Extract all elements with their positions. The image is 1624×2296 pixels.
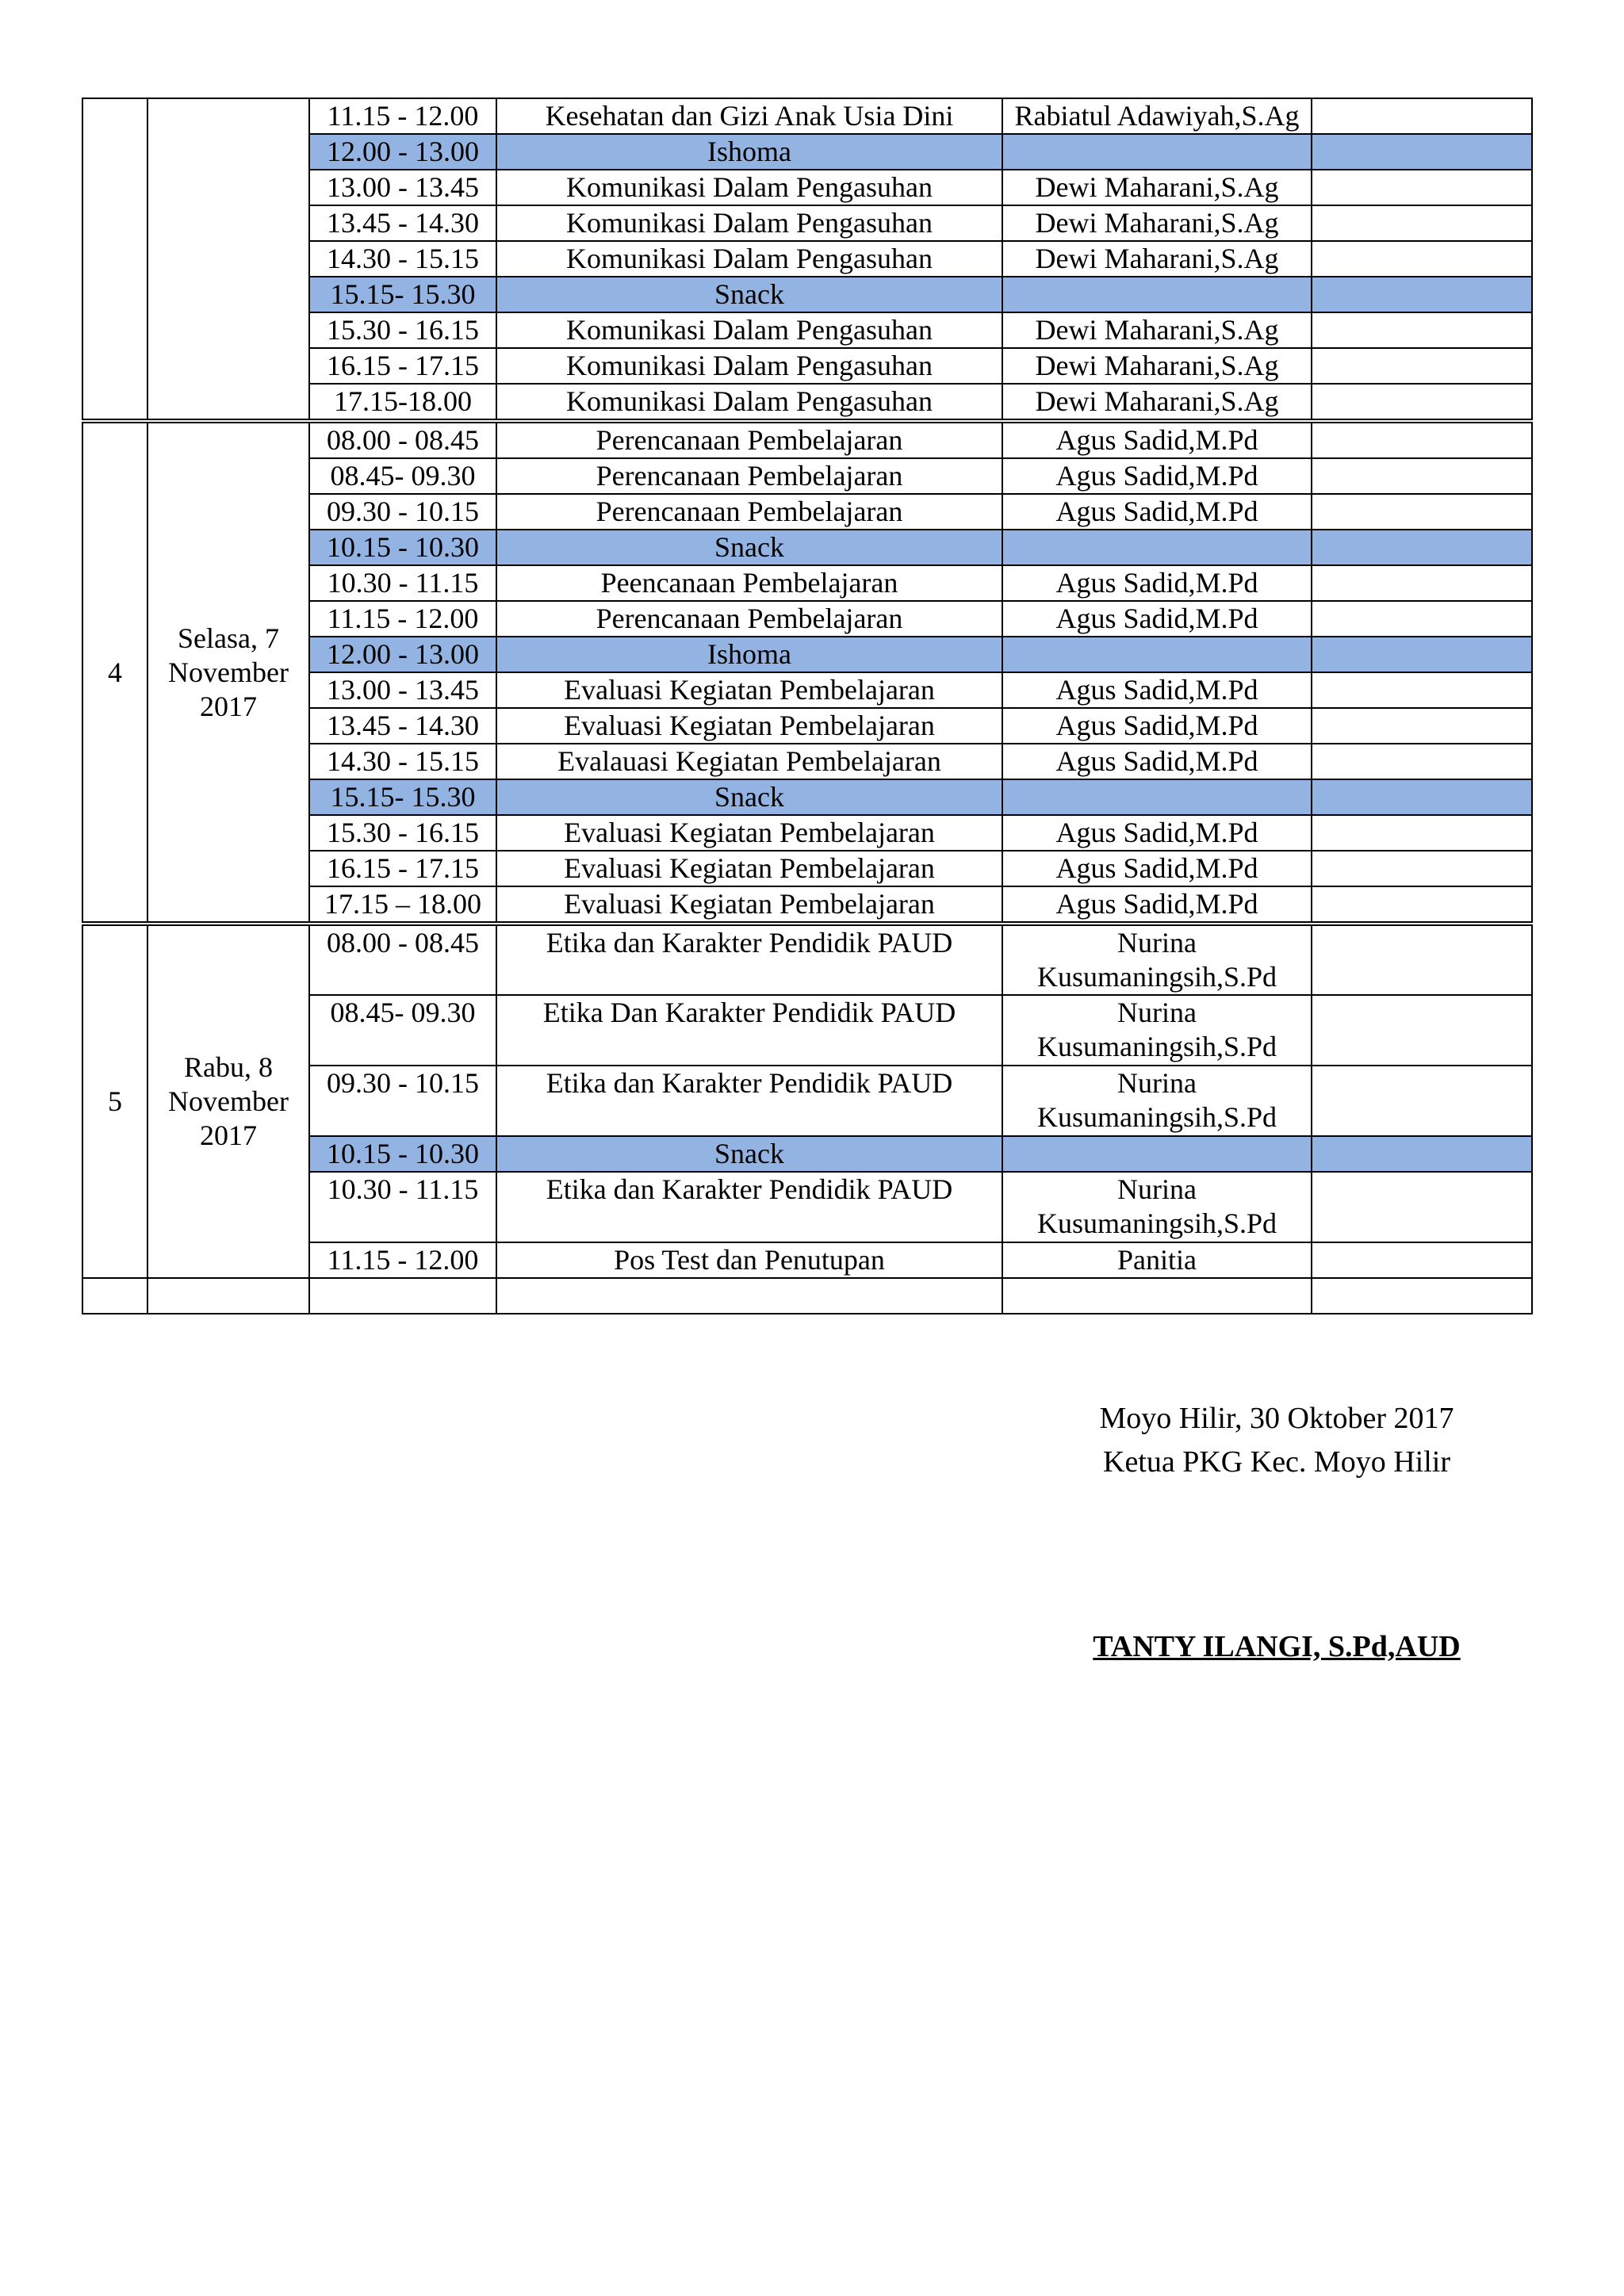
day-number-cell: 5 [82,924,147,1278]
time-cell: 13.45 - 14.30 [309,708,496,744]
notes-cell [1312,494,1532,530]
subject-cell: Etika dan Karakter Pendidik PAUD [496,1066,1002,1136]
notes-cell [1312,1136,1532,1172]
speaker-cell: Dewi Maharani,S.Ag [1002,312,1312,348]
speaker-cell: Agus Sadid,M.Pd [1002,565,1312,601]
notes-cell [1312,421,1532,458]
notes-cell [1312,851,1532,886]
subject-cell: Evaluasi Kegiatan Pembelajaran [496,815,1002,851]
empty-cell [309,1278,496,1314]
time-cell: 13.45 - 14.30 [309,205,496,241]
speaker-cell: Agus Sadid,M.Pd [1002,601,1312,637]
notes-cell [1312,205,1532,241]
schedule-table [82,98,1533,1314]
day-number-cell [82,98,147,421]
empty-cell [82,1278,147,1314]
subject-cell: Peencanaan Pembelajaran [496,565,1002,601]
notes-cell [1312,134,1532,170]
speaker-cell: Agus Sadid,M.Pd [1002,744,1312,779]
time-cell: 17.15 – 18.00 [309,886,496,924]
subject-cell: Komunikasi Dalam Pengasuhan [496,205,1002,241]
speaker-cell: Dewi Maharani,S.Ag [1002,384,1312,421]
speaker-cell [1002,530,1312,565]
notes-cell [1312,672,1532,708]
subject-cell: Ishoma [496,134,1002,170]
speaker-cell: Agus Sadid,M.Pd [1002,421,1312,458]
notes-cell [1312,241,1532,277]
time-cell: 16.15 - 17.15 [309,348,496,384]
time-cell: 09.30 - 10.15 [309,1066,496,1136]
speaker-cell: Agus Sadid,M.Pd [1002,886,1312,924]
time-cell: 12.00 - 13.00 [309,134,496,170]
subject-cell: Etika dan Karakter Pendidik PAUD [496,924,1002,995]
subject-cell: Etika Dan Karakter Pendidik PAUD [496,995,1002,1066]
schedule-row [82,924,1532,995]
notes-cell [1312,384,1532,421]
subject-cell: Evaluasi Kegiatan Pembelajaran [496,851,1002,886]
speaker-cell: Agus Sadid,M.Pd [1002,708,1312,744]
signature-role: Ketua PKG Kec. Moyo Hilir [1103,1445,1450,1479]
signature-name: TANTY ILANGI, S.Pd,AUD [1093,1630,1461,1663]
empty-cell [1312,1278,1532,1314]
speaker-cell: Nurina Kusumaningsih,S.Pd [1002,995,1312,1066]
empty-cell [1002,1278,1312,1314]
time-cell: 08.00 - 08.45 [309,421,496,458]
empty-cell [147,1278,309,1314]
notes-cell [1312,530,1532,565]
speaker-cell [1002,637,1312,672]
time-cell: 15.15- 15.30 [309,779,496,815]
subject-cell: Snack [496,1136,1002,1172]
speaker-cell [1002,779,1312,815]
time-cell: 10.30 - 11.15 [309,1172,496,1242]
notes-cell [1312,995,1532,1066]
time-cell: 15.30 - 16.15 [309,815,496,851]
time-cell: 12.00 - 13.00 [309,637,496,672]
date-line: Rabu, 8 [184,1051,273,1083]
date-line: Selasa, 7 [178,622,279,654]
subject-cell: Snack [496,277,1002,312]
speaker-cell [1002,277,1312,312]
time-cell: 15.30 - 16.15 [309,312,496,348]
subject-cell: Evaluasi Kegiatan Pembelajaran [496,886,1002,924]
subject-cell: Snack [496,530,1002,565]
subject-cell: Perencanaan Pembelajaran [496,601,1002,637]
speaker-cell: Rabiatul Adawiyah,S.Ag [1002,98,1312,134]
notes-cell [1312,744,1532,779]
notes-cell [1312,601,1532,637]
notes-cell [1312,1066,1532,1136]
time-cell: 13.00 - 13.45 [309,170,496,205]
day-number-cell: 4 [82,421,147,924]
date-line: 2017 [200,690,257,722]
subject-cell: Komunikasi Dalam Pengasuhan [496,241,1002,277]
notes-cell [1312,277,1532,312]
speaker-cell: Agus Sadid,M.Pd [1002,672,1312,708]
time-cell: 08.45- 09.30 [309,995,496,1066]
time-cell: 14.30 - 15.15 [309,241,496,277]
speaker-cell: Agus Sadid,M.Pd [1002,815,1312,851]
date-line: 2017 [200,1119,257,1151]
speaker-cell: Nurina Kusumaningsih,S.Pd [1002,1172,1312,1242]
subject-cell: Ishoma [496,637,1002,672]
time-cell: 10.15 - 10.30 [309,1136,496,1172]
schedule-body [82,98,1532,1314]
subject-cell: Perencanaan Pembelajaran [496,421,1002,458]
speaker-cell: Dewi Maharani,S.Ag [1002,241,1312,277]
speaker-cell: Dewi Maharani,S.Ag [1002,170,1312,205]
time-cell: 13.00 - 13.45 [309,672,496,708]
notes-cell [1312,170,1532,205]
subject-cell: Komunikasi Dalam Pengasuhan [496,170,1002,205]
speaker-cell: Nurina Kusumaningsih,S.Pd [1002,1066,1312,1136]
time-cell: 11.15 - 12.00 [309,601,496,637]
time-cell: 08.00 - 08.45 [309,924,496,995]
time-cell: 17.15-18.00 [309,384,496,421]
day-date-cell [147,98,309,421]
time-cell: 14.30 - 15.15 [309,744,496,779]
subject-cell: Komunikasi Dalam Pengasuhan [496,312,1002,348]
subject-cell: Etika dan Karakter Pendidik PAUD [496,1172,1002,1242]
notes-cell [1312,1242,1532,1278]
notes-cell [1312,708,1532,744]
time-cell: 11.15 - 12.00 [309,98,496,134]
speaker-cell [1002,134,1312,170]
notes-cell [1312,312,1532,348]
notes-cell [1312,779,1532,815]
speaker-cell: Dewi Maharani,S.Ag [1002,348,1312,384]
speaker-cell: Panitia [1002,1242,1312,1278]
subject-cell: Komunikasi Dalam Pengasuhan [496,384,1002,421]
day-date-cell [147,421,309,924]
date-line: November [168,656,289,688]
speaker-cell: Agus Sadid,M.Pd [1002,458,1312,494]
subject-cell: Snack [496,779,1002,815]
subject-cell: Kesehatan dan Gizi Anak Usia Dini [496,98,1002,134]
notes-cell [1312,348,1532,384]
time-cell: 09.30 - 10.15 [309,494,496,530]
signature-place-date: Moyo Hilir, 30 Oktober 2017 [1099,1402,1454,1435]
empty-cell [496,1278,1002,1314]
time-cell: 15.15- 15.30 [309,277,496,312]
schedule-row [82,421,1532,458]
notes-cell [1312,98,1532,134]
notes-cell [1312,637,1532,672]
speaker-cell [1002,1136,1312,1172]
date-line: November [168,1085,289,1117]
subject-cell: Pos Test dan Penutupan [496,1242,1002,1278]
empty-row [82,1278,1532,1314]
schedule-row [82,98,1532,134]
day-date-cell [147,924,309,1278]
subject-cell: Perencanaan Pembelajaran [496,494,1002,530]
time-cell: 10.30 - 11.15 [309,565,496,601]
time-cell: 08.45- 09.30 [309,458,496,494]
notes-cell [1312,458,1532,494]
notes-cell [1312,924,1532,995]
notes-cell [1312,815,1532,851]
notes-cell [1312,886,1532,924]
time-cell: 10.15 - 10.30 [309,530,496,565]
speaker-cell: Dewi Maharani,S.Ag [1002,205,1312,241]
subject-cell: Evaluasi Kegiatan Pembelajaran [496,672,1002,708]
speaker-cell: Agus Sadid,M.Pd [1002,494,1312,530]
subject-cell: Evaluasi Kegiatan Pembelajaran [496,708,1002,744]
subject-cell: Komunikasi Dalam Pengasuhan [496,348,1002,384]
notes-cell [1312,565,1532,601]
subject-cell: Perencanaan Pembelajaran [496,458,1002,494]
subject-cell: Evalauasi Kegiatan Pembelajaran [496,744,1002,779]
speaker-cell: Nurina Kusumaningsih,S.Pd [1002,924,1312,995]
notes-cell [1312,1172,1532,1242]
speaker-cell: Agus Sadid,M.Pd [1002,851,1312,886]
time-cell: 11.15 - 12.00 [309,1242,496,1278]
time-cell: 16.15 - 17.15 [309,851,496,886]
